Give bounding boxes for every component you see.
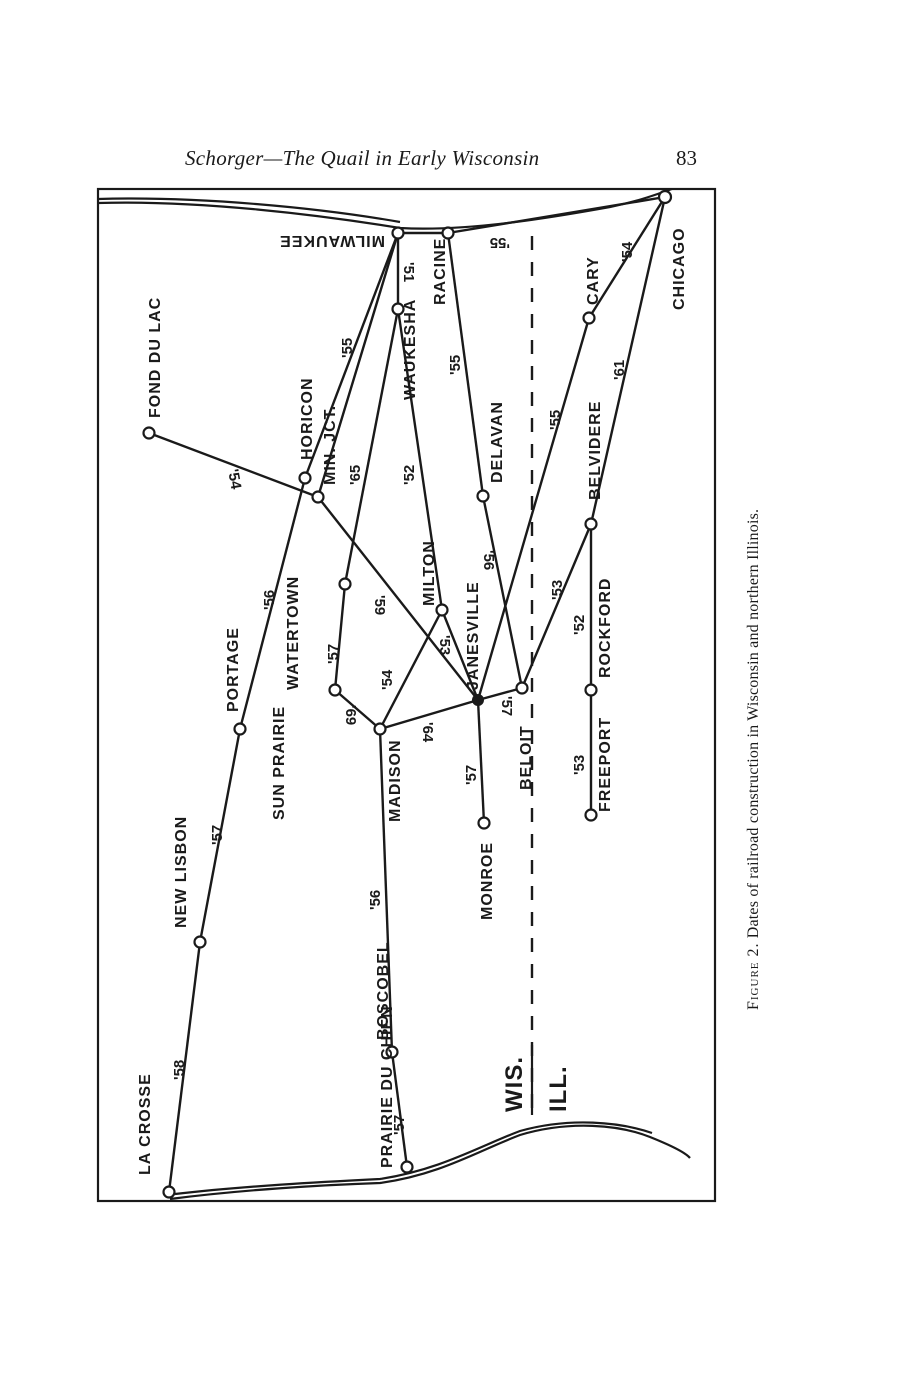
rail-watertown-sunprairie bbox=[335, 584, 345, 690]
station-prairie-du-chien bbox=[402, 1162, 413, 1173]
station-chicago bbox=[659, 191, 671, 203]
date-minjct-watertown: '65 bbox=[347, 464, 364, 485]
station-janesville bbox=[472, 694, 484, 706]
date-delavan-beloit: '56 bbox=[480, 550, 497, 571]
station-freeport bbox=[586, 810, 597, 821]
date-beloit-belvidere: '53 bbox=[549, 579, 566, 600]
date-rockford-freeport: '53 bbox=[571, 754, 588, 775]
rail-janesville-cary bbox=[478, 318, 589, 700]
date-lacrosse-newlisbon: '58 bbox=[171, 1059, 188, 1080]
date-watertown-sunprairie: '57 bbox=[325, 643, 342, 664]
station-racine bbox=[443, 228, 454, 239]
rail-minjct-janesville bbox=[318, 497, 478, 700]
label-delavan: DELAVAN bbox=[489, 401, 506, 483]
rail-madison-milton bbox=[380, 610, 442, 729]
label-fond-du-lac: FOND DU LAC bbox=[147, 296, 164, 418]
label-illinois: ILL. bbox=[545, 1065, 572, 1112]
station-delavan bbox=[478, 491, 489, 502]
station-la-crosse bbox=[164, 1187, 175, 1198]
lake-michigan-shoreline bbox=[98, 189, 672, 229]
station-milton bbox=[437, 605, 448, 616]
running-head: Schorger—The Quail in Early Wisconsin bbox=[185, 146, 540, 170]
station-new-lisbon bbox=[195, 937, 206, 948]
label-racine: RACINE bbox=[432, 237, 449, 305]
label-la-crosse: LA CROSSE bbox=[137, 1073, 154, 1175]
label-min-jct: MIN. JCT. bbox=[322, 404, 339, 485]
label-portage: PORTAGE bbox=[225, 627, 242, 712]
date-racine-delavan: '55 bbox=[447, 354, 464, 375]
date-janesville-beloit: '57 bbox=[498, 696, 515, 717]
label-waukesha: WAUKESHA bbox=[402, 298, 419, 400]
date-janesville-monroe: '57 bbox=[463, 764, 480, 785]
date-minjct-janesville: '59 bbox=[371, 595, 388, 616]
label-beloit: BELOIT bbox=[518, 725, 535, 790]
label-milton: MILTON bbox=[421, 540, 438, 606]
station-cary bbox=[584, 313, 595, 324]
date-belvidere-chicago: '61 bbox=[611, 359, 628, 380]
page-number: 83 bbox=[676, 146, 697, 170]
label-watertown: WATERTOWN bbox=[285, 575, 302, 690]
place-labels bbox=[137, 227, 688, 1175]
date-newlisbon-portage: '57 bbox=[209, 824, 226, 845]
station-madison bbox=[375, 724, 386, 735]
label-cary: CARY bbox=[585, 256, 602, 305]
station-fond-du-lac bbox=[144, 428, 155, 439]
label-prairie-du-chien: PRAIRIE DU CHIEN bbox=[379, 1005, 396, 1168]
label-janesville: JANESVILLE bbox=[465, 581, 482, 690]
station-min-jct bbox=[313, 492, 324, 503]
station-beloit bbox=[517, 683, 528, 694]
station-portage bbox=[235, 724, 246, 735]
label-freeport: FREEPORT bbox=[597, 716, 614, 812]
date-waukesha-milton: '52 bbox=[401, 464, 418, 485]
station-sun-prairie bbox=[330, 685, 341, 696]
date-milton-janesville: '53 bbox=[436, 635, 453, 656]
label-new-lisbon: NEW LISBON bbox=[173, 815, 190, 928]
river-shoreline-inner bbox=[175, 1122, 652, 1194]
station-belvidere bbox=[586, 519, 597, 530]
label-sun-prairie: SUN PRAIRIE bbox=[271, 705, 288, 820]
station-monroe bbox=[479, 818, 490, 829]
date-madison-janesville: '64 bbox=[419, 722, 436, 743]
date-boscobel-prairie: '57 bbox=[391, 1114, 408, 1135]
label-milwaukee: MILWAUKEE bbox=[279, 232, 385, 249]
label-belvidere: BELVIDERE bbox=[587, 400, 604, 500]
rail-janesville-monroe bbox=[478, 700, 484, 823]
date-madison-boscobel: '56 bbox=[367, 889, 384, 910]
date-belvidere-rockford: '52 bbox=[571, 614, 588, 635]
date-milwaukee-waukesha: '51 bbox=[400, 262, 417, 283]
figure-caption-text: Dates of railroad construction in Wisconsin and northern Illinois. bbox=[745, 508, 762, 939]
date-sunprairie-madison: '69 bbox=[342, 705, 359, 726]
label-horicon: HORICON bbox=[299, 377, 316, 460]
figure-caption bbox=[745, 509, 763, 1010]
date-milwaukee-racine: '55 bbox=[489, 234, 510, 251]
date-portage-horicon: '56 bbox=[261, 589, 278, 610]
station-watertown bbox=[340, 579, 351, 590]
date-fonddulac-minjct: '54 bbox=[224, 467, 245, 491]
label-boscobel: BOSCOBEL bbox=[375, 941, 392, 1040]
label-chicago: CHICAGO bbox=[671, 227, 688, 310]
date-madison-milton: '54 bbox=[379, 669, 396, 690]
station-milwaukee bbox=[393, 228, 404, 239]
label-rockford: ROCKFORD bbox=[597, 577, 614, 678]
label-wisconsin: WIS. bbox=[501, 1056, 528, 1112]
station-horicon bbox=[300, 473, 311, 484]
station-rockford bbox=[586, 685, 597, 696]
rail-racine-chicago bbox=[448, 197, 665, 233]
label-madison: MADISON bbox=[387, 739, 404, 822]
date-cary-chicago: '54 bbox=[619, 241, 636, 262]
date-janesville-cary: '55 bbox=[547, 409, 564, 430]
figure-label: Figure 2. bbox=[745, 942, 762, 1010]
label-monroe: MONROE bbox=[479, 842, 496, 920]
date-horicon-milwaukee: '55 bbox=[339, 337, 356, 358]
